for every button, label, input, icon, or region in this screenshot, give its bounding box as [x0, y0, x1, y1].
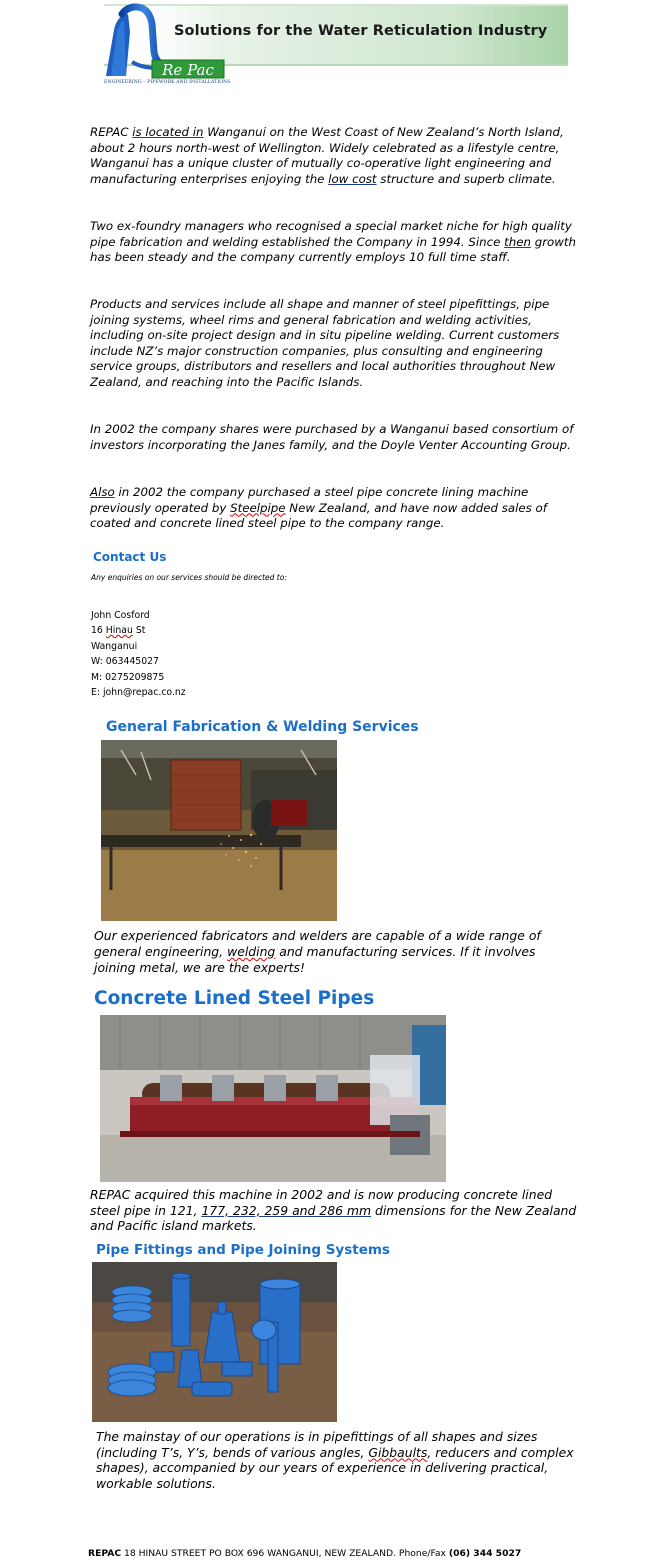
contact-street: 16 Hinau St	[91, 625, 146, 636]
pipe-fittings-photo	[92, 1262, 337, 1422]
pipe-elbow-logo-icon	[102, 2, 230, 88]
logo-subtitle: ENGINEERING – PIPEWORK AND INSTALLATIONS	[104, 80, 231, 85]
header-tagline: Solutions for the Water Reticulation Industry	[174, 23, 548, 39]
intro-paragraph-3: Products and services include all shape and manner of steel pipefittings, pipe joining systems, wheel rims and general fabrication and welding activities, including on-site project design and in situ pipeline welding. Current customers include NZ’s major construction companies, plus consulting and engineering service groups, distributors and resellers and local authorities throughout New Zealand, and reaching into the Pacific Islands.	[90, 297, 560, 389]
concrete-heading: Concrete Lined Steel Pipes	[94, 988, 375, 1009]
fabrication-photo	[101, 740, 337, 921]
footer-address: REPAC 18 HINAU STREET PO BOX 696 WANGANUI, NEW ZEALAND. Phone/Fax (06) 344 5027	[88, 1548, 522, 1559]
fittings-text: The mainstay of our operations is in pipefittings of all shapes and sizes (including T’s, Y’s, bends of various angles, Gibbaults, reducers and complex shapes), accompanied by our years of experience in delivering practical, workable solutions.	[96, 1429, 574, 1491]
contact-mobile: M: 0275209875	[91, 672, 165, 683]
intro-paragraph-4: In 2002 the company shares were purchased by a Wanganui based consortium of investors incorporating the Janes family, and the Doyle Venter Accounting Group.	[90, 422, 574, 452]
intro-paragraph-1: REPAC is located in Wanganui on the West Coast of New Zealand’s North Island, about 2 hours north-west of Wellington. Widely celebrated as a lifestyle centre, Wanganui has a unique cluster of mutually co-operative light engineering and manufacturing enterprises enjoying the low cost structure and superb climate.	[90, 125, 564, 186]
concrete-machine-photo	[100, 1015, 446, 1182]
fittings-heading: Pipe Fittings and Pipe Joining Systems	[96, 1242, 390, 1258]
intro-paragraph-2: Two ex-foundry managers who recognised a special market niche for high quality pipe fabrication and welding established the Company in 1994. Since then growth has been steady and the company currently employs 10 full time staff.	[90, 219, 577, 265]
contact-email: E: john@repac.co.nz	[91, 687, 186, 698]
contact-heading: Contact Us	[93, 550, 167, 564]
contact-city: Wanganui	[91, 641, 138, 652]
contact-intro: Any enquiries on our services should be directed to:	[91, 573, 287, 582]
contact-name: John Cosford	[91, 610, 150, 621]
logo-wordmark: Re Pac	[162, 61, 214, 79]
concrete-text: REPAC acquired this machine in 2002 and is now producing concrete lined steel pipe in 121, 177, 232, 259 and 286 mm dimensions for the New Zealand and Pacific island markets.	[90, 1187, 577, 1234]
contact-work-phone: W: 063445027	[91, 656, 159, 667]
fabrication-text: Our experienced fabricators and welders are capable of a wide range of general engineering, welding and manufacturing services. If it involves joining metal, we are the experts!	[94, 928, 541, 975]
fabrication-heading: General Fabrication & Welding Services	[106, 719, 419, 735]
intro-paragraph-5: Also in 2002 the company purchased a steel pipe concrete lining machine previously operated by Steelpipe New Zealand, and have now added sales of coated and concrete lined steel pipe to the company range.	[90, 485, 547, 531]
repac-logo	[102, 2, 230, 88]
